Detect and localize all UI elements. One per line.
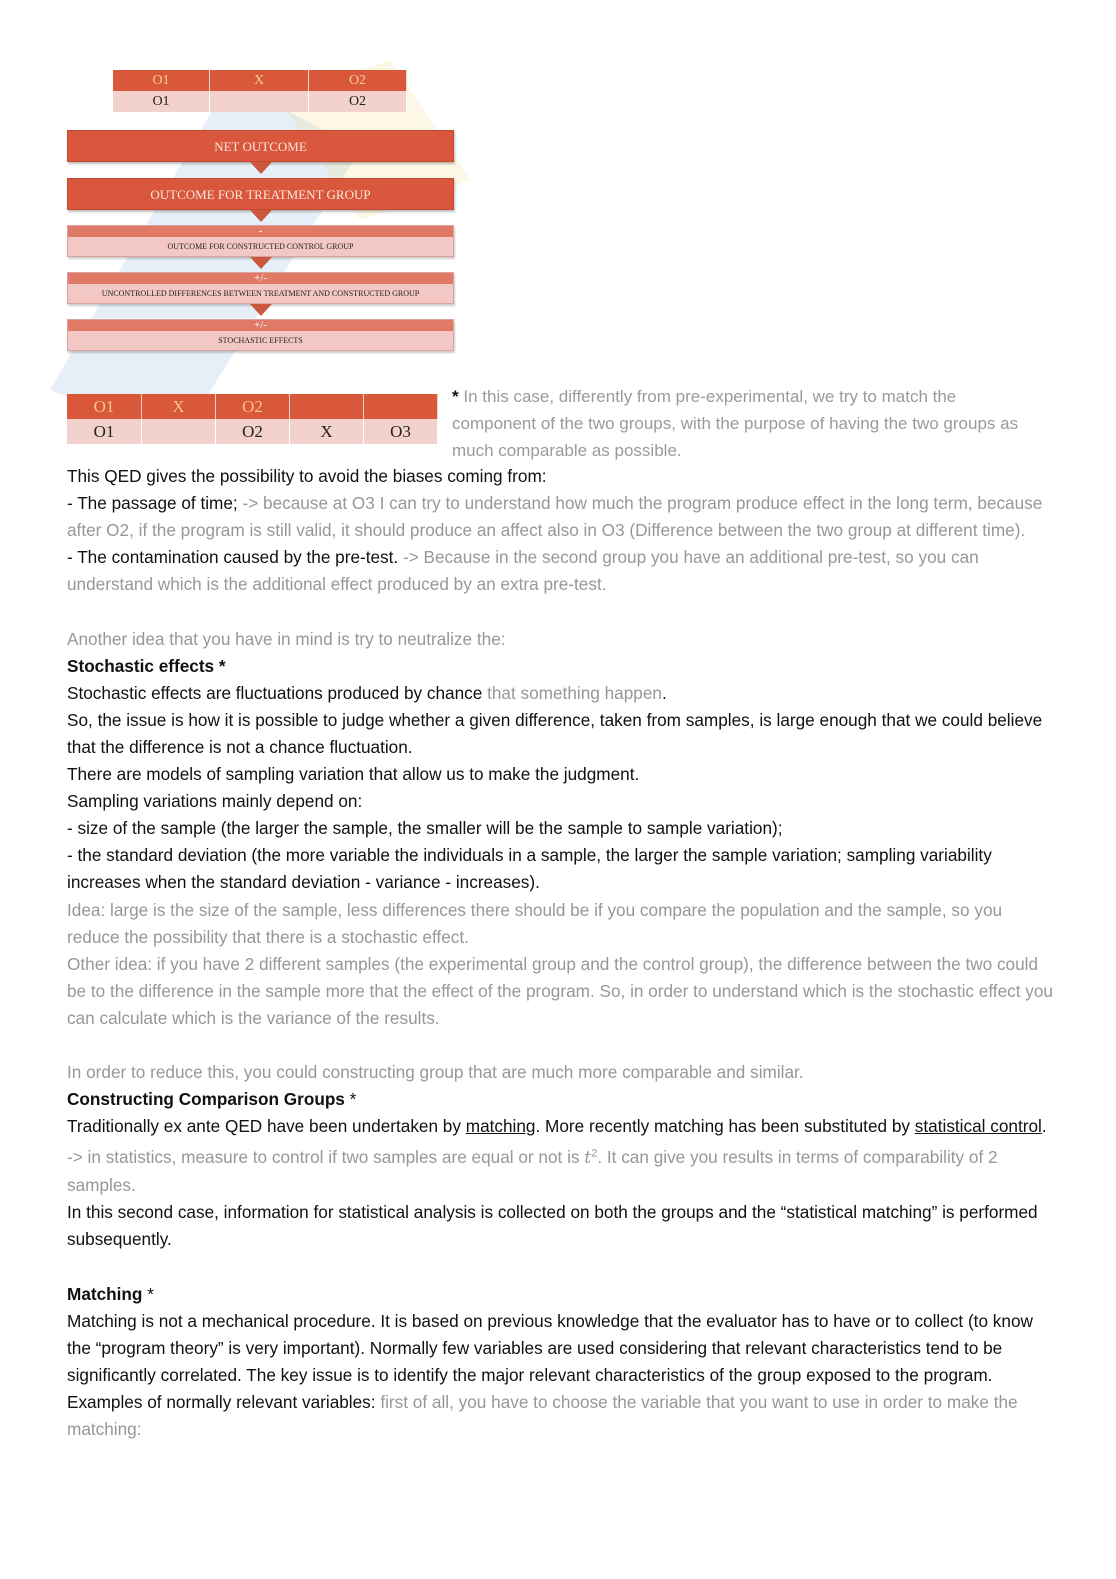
annotation-paragraph: Idea: large is the size of the sample, less differences there should be if you compare the population and the sample, so you reduce the possibility that there is a stochastic effect.	[67, 899, 1003, 947]
plus-minus-sign: +/-	[68, 273, 453, 284]
box-label: STOCHASTIC EFFECTS	[218, 336, 303, 345]
bullet-text: - The contamination caused by the pre-test.	[67, 547, 399, 568]
cell: O3	[364, 419, 438, 444]
cell: O2	[309, 70, 407, 91]
text-span: . More recently matching has been substituted by	[535, 1116, 915, 1137]
asterisk: *	[344, 1089, 357, 1110]
text-span: . It can give you results in terms of comparability of 2 samples.	[67, 1147, 998, 1196]
section-heading-stochastic: Stochastic effects *	[67, 655, 226, 676]
math-symbol: t	[584, 1148, 592, 1169]
cell: O1	[67, 419, 142, 444]
paragraph: In this second case, information for statistical analysis is collected on both the groups and the “statistical matching” is performed subsequently.	[67, 1202, 1038, 1250]
minus-sign: -	[68, 226, 453, 237]
paragraph: This QED gives the possibility to avoid the biases coming from:	[67, 466, 547, 486]
bullet-text: - The passage of time;	[67, 493, 238, 514]
bullet-passage-of-time	[67, 490, 1057, 544]
annotation-text	[67, 1147, 998, 1195]
cell: O2	[216, 394, 290, 419]
box-label: UNCONTROLLED DIFFERENCES BETWEEN TREATMENT AND CONSTRUCTED GROUP	[101, 289, 420, 298]
text-span: .	[1041, 1116, 1047, 1137]
arrow-down-icon	[250, 304, 272, 316]
asterisk: *	[452, 387, 459, 406]
treatment-outcome-box: OUTCOME FOR TREATMENT GROUP	[67, 178, 454, 210]
paragraph: So, the issue is how it is possible to judge whether a given difference, taken from samples, is large enough that we could believe that the difference is not a chance fluctuation.	[67, 709, 1043, 757]
list-item: - size of the sample (the larger the sample, the smaller will be the sample to sample variation);	[67, 818, 783, 839]
arrow-down-icon	[250, 162, 272, 174]
underlined-term: matching	[465, 1116, 536, 1137]
cell	[210, 91, 309, 112]
cell: X	[210, 70, 309, 91]
net-outcome-box: NET OUTCOME	[67, 130, 454, 162]
paragraph: Another idea that you have in mind is try to neutralize the:	[67, 628, 506, 649]
control-outcome-box	[67, 225, 454, 257]
bullet-contamination	[67, 544, 1057, 598]
cell	[142, 419, 216, 444]
document-body	[67, 463, 1057, 1443]
annotation-paragraph: In order to reduce this, you could constructing group that are much more comparable and similar.	[67, 1062, 804, 1083]
text-span: Examples of normally relevant variables:	[67, 1391, 376, 1412]
cell: O2	[216, 419, 290, 444]
text-span: .	[661, 682, 667, 703]
annotation-text: first of all, you have to choose the variable that you want to use in order to make the matching:	[67, 1391, 1018, 1440]
asterisk: *	[142, 1283, 154, 1304]
text-span: Stochastic effects are fluctuations produced by chance	[67, 682, 483, 703]
underlined-term: statistical control	[914, 1116, 1042, 1137]
superscript: 2	[591, 1147, 598, 1160]
annotation-paragraph: Other idea: if you have 2 different samples (the experimental group and the control group), the difference between the two could be to the difference in the sample more that the effect of the program. So, in order to understand which is the stochastic effect you can calculate which is the variance of the results.	[67, 953, 1053, 1028]
side-note	[452, 383, 1042, 464]
uncontrolled-differences-box	[67, 272, 454, 304]
plus-minus-sign: +/-	[68, 320, 453, 331]
cell: O1	[67, 394, 142, 419]
design-table-small	[113, 70, 407, 112]
paragraph	[67, 680, 1057, 707]
annotation-text: that something happen	[487, 682, 662, 703]
paragraph: Matching is not a mechanical procedure. It is based on previous knowledge that the evaluator has to have or to collect (to know the “program theory” is very important). Normally few variables are used considering that relevant characteristics tend to be significantly correlated. The key issue is to identify the major relevant characteristics of the group exposed to the program.	[67, 1310, 1033, 1385]
text-span: -> in statistics, measure to control if two samples are equal or not is	[67, 1147, 585, 1168]
cell	[290, 394, 364, 419]
box-label: OUTCOME FOR CONSTRUCTED CONTROL GROUP	[167, 242, 354, 251]
cell: O1	[113, 91, 210, 112]
paragraph: Sampling variations mainly depend on:	[67, 791, 363, 812]
stochastic-effects-box	[67, 319, 454, 351]
paragraph	[67, 1113, 1057, 1199]
section-heading-matching	[67, 1281, 1057, 1308]
arrow-down-icon	[250, 210, 272, 222]
annotation-text: -> because at O3 I can try to understand how much the program produce effect in the long term, because after O2, if the program is still valid, it should produce an affect also in O3 (Difference between the two group at different time).	[67, 493, 1043, 541]
side-note-text: In this case, differently from pre-experimental, we try to match the component of the two groups, with the purpose of having the two groups as much comparable as possible.	[452, 387, 1019, 460]
heading-text: Matching	[67, 1283, 143, 1304]
section-heading-comparison-groups	[67, 1086, 1057, 1113]
cell	[364, 394, 438, 419]
cell: X	[142, 394, 216, 419]
cell: O1	[113, 70, 210, 91]
paragraph: There are models of sampling variation that allow us to make the judgment.	[67, 764, 640, 785]
cell: O2	[309, 91, 407, 112]
arrow-down-icon	[250, 257, 272, 269]
annotation-text: -> Because in the second group you have an additional pre-test, so you can understand which is the additional effect produced by an extra pre-test.	[67, 547, 979, 595]
paragraph	[67, 1389, 1057, 1443]
text-span: Traditionally ex ante QED have been undertaken by	[67, 1116, 466, 1137]
list-item: - the standard deviation (the more variable the individuals in a sample, the larger the sample variation; sampling variability increases when the standard deviation - variance - increases).	[67, 845, 992, 893]
cell: X	[290, 419, 364, 444]
heading-text: Constructing Comparison Groups	[67, 1089, 345, 1110]
design-table-large	[67, 394, 438, 444]
